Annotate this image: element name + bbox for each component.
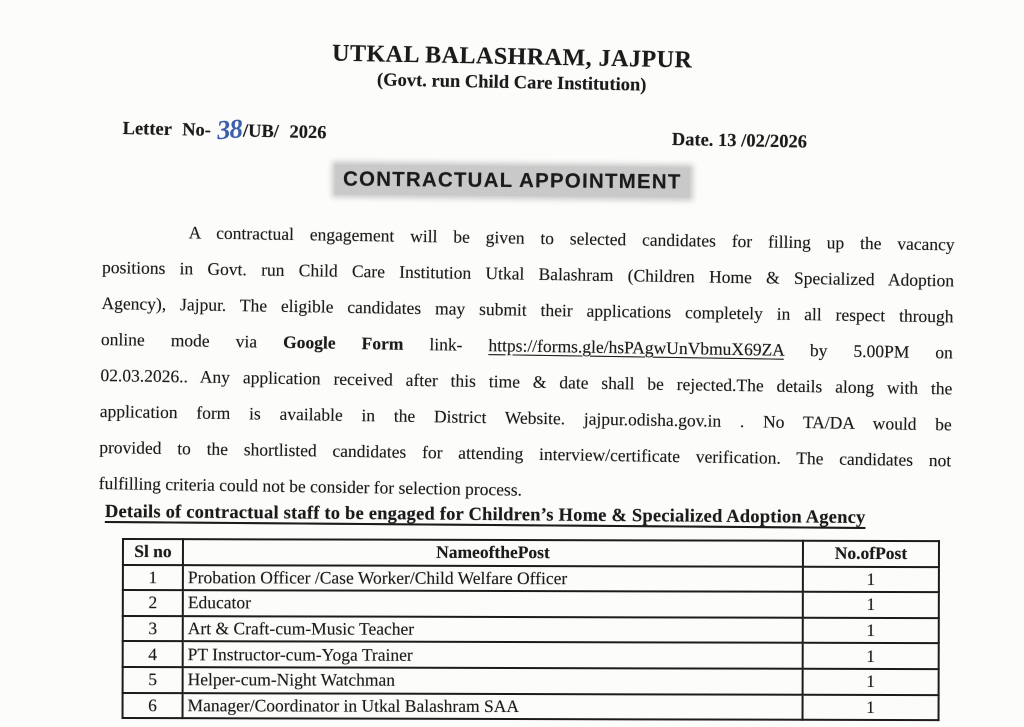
paragraph-line: 02.03.2026.. Any application received after this time & date shall be rejected.The details along with the: [100, 364, 953, 399]
table-row: [123, 590, 939, 618]
cell-sl-no: 2: [123, 590, 183, 616]
posts-table: [122, 538, 940, 721]
cell-post-name: Art & Craft-cum-Music Teacher: [183, 616, 803, 643]
letter-date: Date. 13 /02/2026: [671, 130, 808, 153]
org-subtitle: (Govt. run Child Care Institution): [376, 70, 647, 96]
title-row: [0, 166, 1024, 196]
column-header-post-count: No.ofPost: [803, 541, 939, 567]
table-header-row: [123, 539, 939, 567]
document-title: CONTRACTUAL APPOINTMENT: [335, 164, 690, 197]
cell-post-name: Helper-cum-Night Watchman: [183, 667, 803, 694]
google-form-link[interactable]: https://forms.gle/hsPAgwUnVbmuX69ZA: [488, 335, 785, 360]
cell-sl-no: 4: [123, 641, 183, 667]
table-row: [123, 693, 939, 721]
table-heading: Details of contractual staff to be engaged for Children’s Home & Specialized Adoption Agency: [104, 502, 866, 528]
table-row: [123, 641, 939, 669]
table-row: [123, 667, 939, 695]
letter-number: [122, 110, 327, 145]
cell-post-count: 1: [803, 694, 939, 720]
cell-sl-no: 3: [123, 616, 183, 642]
cell-sl-no: 1: [123, 565, 183, 591]
cell-sl-no: 6: [123, 693, 183, 719]
cell-post-count: 1: [803, 669, 939, 695]
paragraph-line: provided to the shortlisted candidates for attending interview/certificate verification. The candidates not: [99, 436, 952, 471]
cell-post-count: 1: [803, 643, 939, 669]
cell-post-name: PT Instructor-cum-Yoga Trainer: [183, 642, 803, 669]
paragraph-line: Agency), Jajpur. The eligible candidates may submit their applications completely in all respect through: [101, 292, 954, 327]
paragraph-line: application form is available in the District Website. jajpur.odisha.gov.in . No TA/DA would be: [99, 400, 952, 435]
org-name: UTKAL BALASHRAM, JAJPUR: [331, 40, 693, 74]
document-header: [0, 34, 1024, 104]
paragraph-segment: by 5.00PM on: [783, 339, 954, 363]
body-paragraph: [98, 213, 954, 514]
table-row: [123, 616, 939, 644]
paragraph-line: A contractual engagement will be given to selected candidates for filling up the vacancy: [188, 222, 955, 255]
paragraph-segment: link-: [403, 333, 489, 356]
paragraph-line: fulfilling criteria could not be consider for selection process.: [98, 472, 523, 500]
column-header-sl-no: Sl no: [123, 539, 183, 565]
column-header-post-name: NameofthePost: [183, 539, 803, 566]
cell-post-name: Manager/Coordinator in Utkal Balashram SAA: [183, 693, 803, 720]
letter-number-suffix: /UB/ 2026: [242, 121, 327, 144]
google-form-label: Google Form: [282, 331, 404, 354]
cell-sl-no: 5: [123, 667, 183, 693]
cell-post-count: 1: [803, 618, 939, 644]
cell-post-name: Educator: [183, 590, 803, 617]
table-row: [123, 565, 939, 593]
letter-number-label: Letter No-: [122, 118, 212, 141]
cell-post-count: 1: [803, 566, 939, 592]
paragraph-segment: online mode via: [100, 328, 284, 352]
cell-post-name: Probation Officer /Case Worker/Child Welfare Officer: [183, 565, 803, 592]
paragraph-line: positions in Govt. run Child Care Institution Utkal Balashram (Children Home & Specialized Adoption: [101, 256, 955, 291]
letter-number-handwritten: 38: [215, 113, 244, 146]
cell-post-count: 1: [803, 592, 939, 618]
